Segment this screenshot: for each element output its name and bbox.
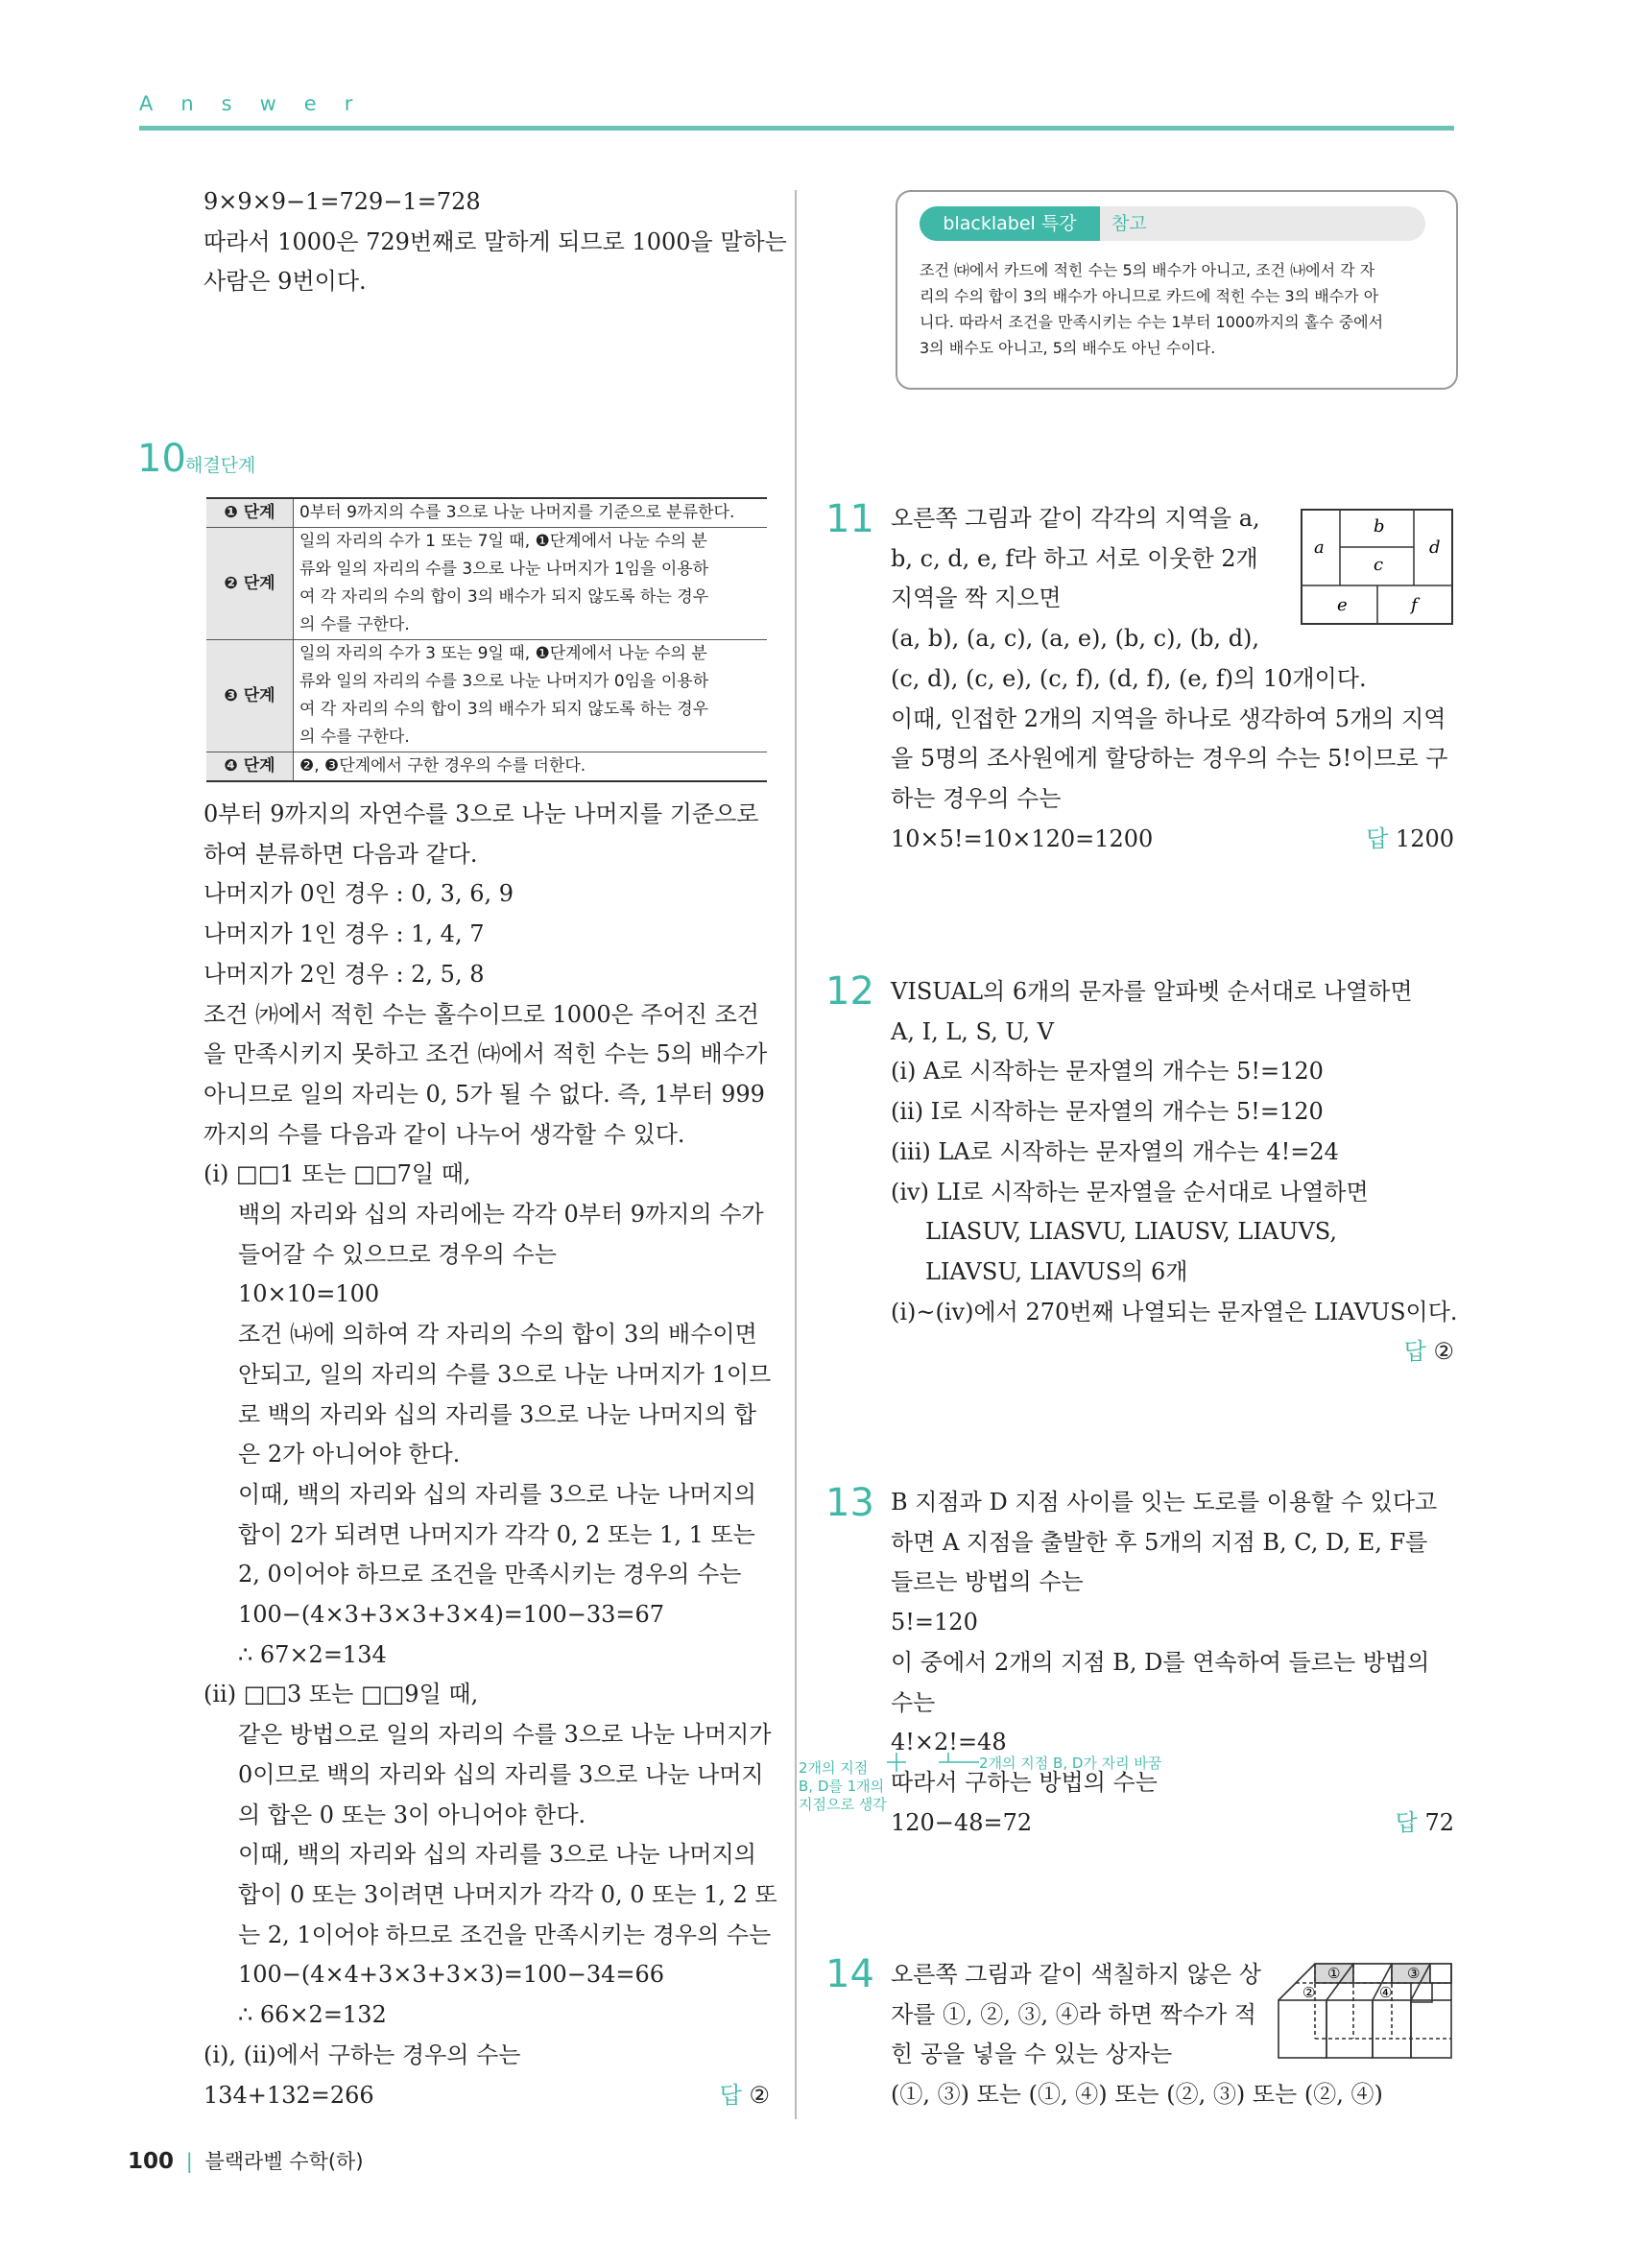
step-label: ❸ 단계 (206, 640, 294, 752)
note-line: 지점으로 생각 (799, 1796, 887, 1813)
text-line: 조건 ㈏에 의하여 각 자리의 수의 합이 3의 배수이면 (238, 1321, 757, 1349)
step-line: ❷, ❸단계에서 구한 경우의 수를 더한다. (299, 756, 586, 776)
step-text (294, 640, 768, 752)
text-line: (ⅱ) □□3 또는 □□9일 때, (203, 1681, 479, 1708)
answer-prefix: 답 (1395, 1808, 1418, 1836)
text-line: 나머지가 1인 경우 : 1, 4, 7 (203, 920, 485, 948)
text-line: 나머지가 2인 경우 : 2, 5, 8 (203, 960, 485, 988)
final-sum: 134+132=266 (203, 2081, 374, 2109)
step-line: 류와 일의 자리의 수를 3으로 나눈 나머지가 0임을 이용하 (299, 672, 709, 691)
text-line: 3의 배수도 아니고, 5의 배수도 아닌 수이다. (920, 339, 1216, 357)
step-line: 여 각 자리의 수의 합이 3의 배수가 되지 않도록 하는 경우 (299, 700, 709, 719)
q10-solution (203, 795, 777, 2115)
text-line: 이때, 백의 자리와 십의 자리를 3으로 나눈 나머지의 (238, 1841, 756, 1869)
text-line: 오른쪽 그림과 같이 색칠하지 않은 상 (891, 1961, 1261, 1988)
text-line: 의 합은 0 또는 3이 아니어야 한다. (238, 1801, 586, 1828)
text-line: 안되고, 일의 자리의 수를 3으로 나눈 나머지가 1이므 (238, 1360, 772, 1388)
blacklabel-subtag: 참고 (1111, 213, 1147, 234)
box-label-4: ④ (1379, 1984, 1393, 2001)
answer-value: 72 (1424, 1808, 1454, 1836)
step-row (206, 752, 767, 782)
text-line: 따라서 1000은 729번째로 말하게 되므로 1000을 말하는 (203, 227, 787, 255)
text-line: 자를 ①, ②, ③, ④라 하면 짝수가 적 (891, 2000, 1256, 2028)
step-text (294, 528, 768, 640)
text-line: (ⅱ) I로 시작하는 문자열의 개수는 5!=120 (891, 1098, 1324, 1126)
text-line: 리의 수의 합이 3의 배수가 아니므로 카드에 적힌 수는 3의 배수가 아 (920, 287, 1379, 305)
text-line: 4!×2!=48 (891, 1729, 1007, 1756)
note-line: 2개의 지점 (799, 1759, 869, 1777)
step-row (206, 498, 767, 528)
text-line: 0이므로 백의 자리와 십의 자리를 3으로 나눈 나머지 (238, 1760, 764, 1788)
step-text (294, 498, 768, 528)
text-line: 백의 자리와 십의 자리에는 각각 0부터 9까지의 수가 (238, 1201, 764, 1229)
text-line: 조건 ㈎에서 적힌 수는 홀수이므로 1000은 주어진 조건 (203, 1000, 759, 1028)
text-line: 따라서 구하는 방법의 수는 (891, 1768, 1158, 1796)
text-line: 을 5명의 조사원에게 할당하는 경우의 수는 5!이므로 구 (891, 745, 1448, 773)
text-line: 5!=120 (891, 1609, 978, 1636)
text-line: 까지의 수를 다음과 같이 나누어 생각할 수 있다. (203, 1120, 685, 1148)
footer (128, 2146, 364, 2175)
step-label: ❷ 단계 (206, 528, 294, 640)
step-line: 일의 자리의 수가 3 또는 9일 때, ❶단계에서 나눈 수의 분 (299, 644, 707, 663)
text-line: LIAVSU, LIAVUS의 6개 (925, 1257, 1188, 1285)
answer-badge (720, 2076, 770, 2116)
text-line: 니다. 따라서 조건을 만족시키는 수는 1부터 1000까지의 홀수 중에서 (920, 313, 1384, 331)
step-line: 일의 자리의 수가 1 또는 7일 때, ❶단계에서 나눈 수의 분 (299, 532, 707, 551)
text-line: 조건 ㈐에서 카드에 적힌 수는 5의 배수가 아니고, 조건 ㈏에서 각 자 (920, 261, 1375, 279)
text-line: 10×10=100 (238, 1280, 380, 1308)
q12-number: 12 (825, 969, 874, 1014)
text-line: 로 백의 자리와 십의 자리를 3으로 나눈 나머지의 합 (238, 1400, 756, 1428)
step-line: 류와 일의 자리의 수를 3으로 나눈 나머지가 1임을 이용하 (299, 560, 709, 579)
text-line: 합이 2가 되려면 나머지가 각각 0, 2 또는 1, 1 또는 (238, 1520, 755, 1548)
text-line: 2, 0이어야 하므로 조건을 만족시키는 경우의 수는 (238, 1561, 742, 1588)
text-line: 하면 A 지점을 출발한 후 5개의 지점 B, C, D, E, F를 (891, 1528, 1428, 1556)
q13-note-right: 2개의 지점 B, D가 자리 바꿈 (979, 1755, 1162, 1772)
text-line: 9×9×9−1=729−1=728 (203, 188, 481, 215)
text-line: (ⅰ), (ⅱ)에서 구하는 경우의 수는 (203, 2041, 521, 2068)
q13-number: 13 (825, 1481, 874, 1525)
region-label-f: f (1411, 595, 1418, 615)
answer-prefix: 답 (1403, 1338, 1426, 1366)
text-line: ∴ 66×2=132 (238, 2001, 387, 2029)
text-line: ∴ 67×2=134 (238, 1640, 387, 1668)
blacklabel-tag (920, 206, 1425, 241)
text-line: 100−(4×4+3×3+3×3)=100−34=66 (238, 1961, 665, 1989)
final-product: 10×5!=10×120=1200 (891, 824, 1154, 852)
answer-badge (1366, 820, 1454, 860)
q10-steps-label: 해결단계 (185, 455, 256, 476)
q11-region-figure (1301, 509, 1454, 626)
text-line: 하여 분류하면 다음과 같다. (203, 840, 478, 868)
step-row (206, 528, 767, 640)
text-line: (ⅲ) LA로 시작하는 문자열의 개수는 4!=24 (891, 1137, 1339, 1165)
text-line: 100−(4×3+3×3+3×4)=100−33=67 (238, 1601, 665, 1629)
step-row (206, 640, 767, 752)
q11-number: 11 (825, 497, 874, 541)
final-difference: 120−48=72 (891, 1808, 1033, 1836)
answer-badge (1396, 1803, 1454, 1844)
header-label: Answer (139, 92, 381, 115)
text-line: (ⅰ) □□1 또는 □□7일 때, (203, 1160, 471, 1188)
text-line: B 지점과 D 지점 사이를 잇는 도로를 이용할 수 있다고 (891, 1489, 1438, 1516)
region-label-e: e (1337, 595, 1348, 615)
text-line: 오른쪽 그림과 같이 각각의 지역을 a, (891, 505, 1260, 532)
text-line: (①, ③) 또는 (①, ④) 또는 (②, ③) 또는 (②, ④) (891, 2081, 1383, 2109)
column-divider (795, 190, 797, 2119)
footer-separator: | (185, 2150, 193, 2173)
text-line: 같은 방법으로 일의 자리의 수를 3으로 나눈 나머지가 (238, 1721, 772, 1749)
step-label: ❶ 단계 (206, 498, 294, 528)
text-line: 는 2, 1이어야 하므로 조건을 만족시키는 경우의 수는 (238, 1921, 772, 1948)
text-line: A, I, L, S, U, V (891, 1017, 1054, 1045)
text-line: (ⅰ)~(ⅳ)에서 270번째 나열되는 문자열은 LIAVUS이다. (891, 1298, 1458, 1325)
text-line: b, c, d, e, f라 하고 서로 이웃한 2개 (891, 544, 1258, 572)
region-label-d: d (1429, 537, 1441, 558)
header-rule (139, 126, 1454, 131)
answer-badge (1404, 1332, 1454, 1373)
answer-prefix: 답 (1366, 824, 1389, 852)
text-line: 0부터 9까지의 자연수를 3으로 나눈 나머지를 기준으로 (203, 800, 759, 827)
text-line: (ⅰ) A로 시작하는 문자열의 개수는 5!=120 (891, 1058, 1324, 1086)
answer-prefix: 답 (719, 2081, 742, 2109)
blacklabel-tag-label: blacklabel 특강 (920, 206, 1100, 241)
text-line: (c, d), (c, e), (c, f), (d, f), (e, f)의 10개이다. (891, 664, 1367, 692)
q14-number: 14 (825, 1952, 874, 1996)
text-line: 지역을 짝 지으면 (891, 585, 1062, 612)
note-line: B, D를 1개의 (799, 1778, 885, 1795)
text-line: 이때, 백의 자리와 십의 자리를 3으로 나눈 나머지의 (238, 1480, 756, 1508)
q14-box-figure (1277, 1962, 1454, 2062)
text-line: 은 2가 아니어야 한다. (238, 1441, 461, 1468)
text-line: 들어갈 수 있으므로 경우의 수는 (238, 1240, 557, 1268)
answer-value: 1200 (1395, 824, 1454, 852)
region-label-b: b (1374, 516, 1385, 537)
text-line: 이때, 인접한 2개의 지역을 하나로 생각하여 5개의 지역 (891, 704, 1446, 732)
step-line: 의 수를 구한다. (299, 615, 410, 634)
text-line (891, 1803, 1454, 1844)
text-line: VISUAL의 6개의 문자를 알파벳 순서대로 나열하면 (891, 978, 1413, 1005)
text-line: LIASUV, LIASVU, LIAUSV, LIAUVS, (925, 1218, 1337, 1246)
text-line: 사람은 9번이다. (203, 268, 367, 296)
text-line: (ⅳ) LI로 시작하는 문자열을 순서대로 나열하면 (891, 1178, 1369, 1206)
q13-brace-marks (873, 1749, 989, 1778)
q10-steps-table (206, 497, 767, 782)
step-line: 의 수를 구한다. (299, 728, 410, 747)
region-label-c: c (1374, 555, 1384, 575)
text-line: 이 중에서 2개의 지점 B, D를 연속하여 들르는 방법의 (891, 1648, 1430, 1676)
step-label: ❹ 단계 (206, 752, 294, 782)
q12-solution (891, 972, 1458, 1373)
text-line: 수는 (891, 1688, 936, 1716)
step-line: 0부터 9까지의 수를 3으로 나눈 나머지를 기준으로 분류한다. (299, 503, 735, 522)
text-line: 하는 경우의 수는 (891, 784, 1062, 812)
q13-solution (891, 1483, 1454, 1843)
text-line: 아니므로 일의 자리는 0, 5가 될 수 없다. 즉, 1부터 999 (203, 1080, 765, 1108)
text-line: 합이 0 또는 3이려면 나머지가 각각 0, 0 또는 1, 2 또 (238, 1880, 777, 1908)
step-line: 여 각 자리의 수의 합이 3의 배수가 되지 않도록 하는 경우 (299, 587, 709, 607)
answer-value: ② (749, 2081, 770, 2109)
text-line (203, 2076, 770, 2116)
region-label-a: a (1314, 537, 1325, 558)
box-label-1: ① (1327, 1965, 1341, 1982)
text-line: 들르는 방법의 수는 (891, 1568, 1084, 1596)
text-line: 힌 공을 넣을 수 있는 상자는 (891, 2041, 1173, 2068)
page-number: 100 (128, 2149, 175, 2174)
text-line: (a, b), (a, c), (a, e), (b, c), (b, d), (891, 625, 1260, 653)
blacklabel-text (920, 257, 1438, 361)
step-text (294, 752, 768, 782)
left-top-text (203, 182, 787, 302)
q10-number: 10 (137, 437, 186, 481)
box-label-2: ② (1302, 1984, 1316, 2001)
answer-value: ② (1433, 1338, 1454, 1366)
box-label-3: ③ (1407, 1965, 1421, 1982)
text-line (891, 820, 1454, 860)
book-title: 블랙라벨 수학(하) (204, 2150, 364, 2173)
text-line: 나머지가 0인 경우 : 0, 3, 6, 9 (203, 880, 514, 908)
text-line: 을 만족시키지 못하고 조건 ㈐에서 적힌 수는 5의 배수가 (203, 1040, 768, 1068)
